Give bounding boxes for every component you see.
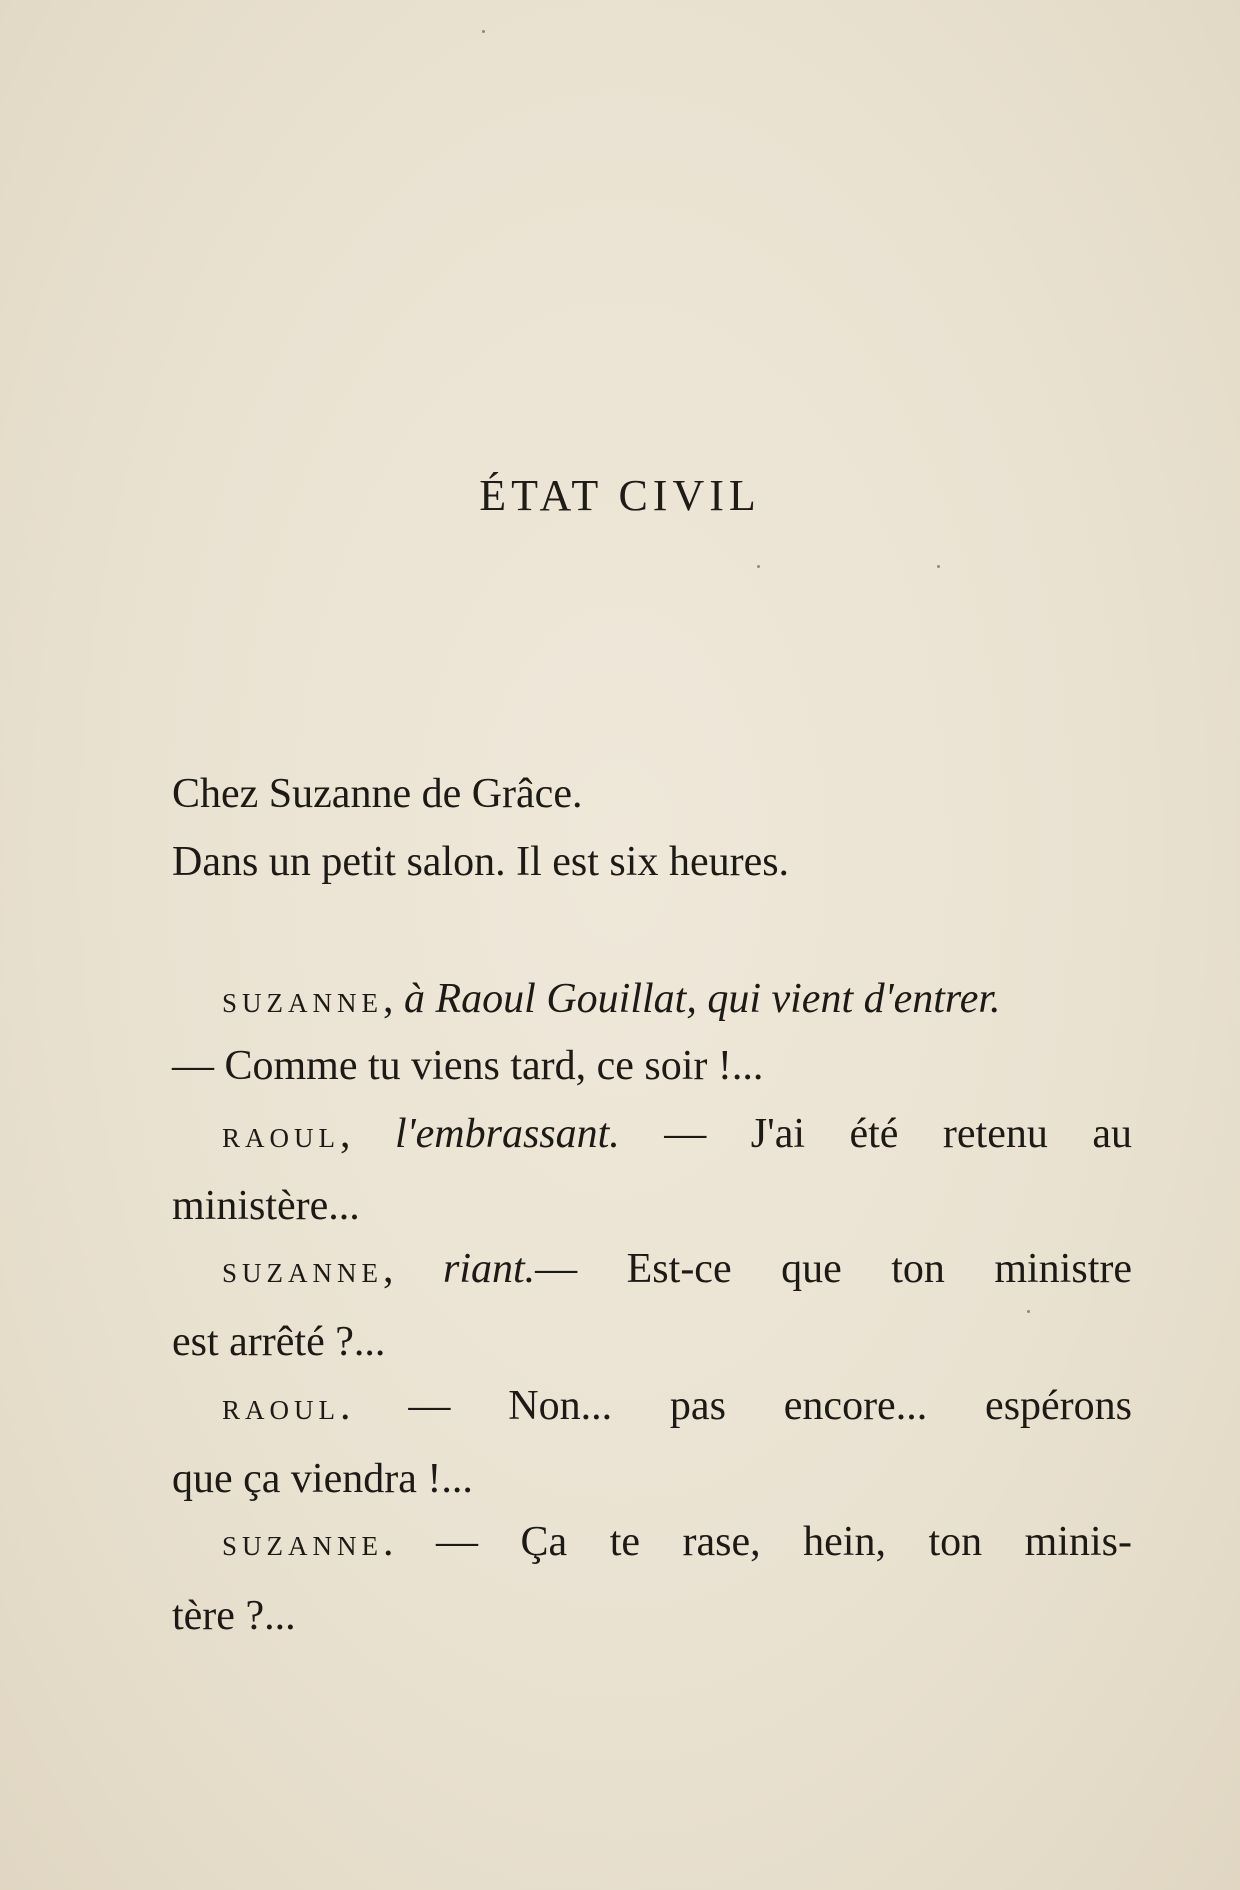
dialogue-line [172,1382,1132,1430]
stage-direction: riant. [442,1246,536,1292]
dialogue-line: est arrêté ?... [172,1319,386,1365]
dialogue-text: — J'ai été retenu au [619,1111,1132,1157]
speaker-separator: , [340,1111,395,1157]
dialogue-line: tère ?... [172,1593,296,1639]
dialogue-line [172,1245,1132,1293]
setting-line: Dans un petit salon. Il est six heures. [172,839,790,885]
speaker-name: RAOUL [222,1395,340,1425]
speaker-name: RAOUL [222,1123,340,1153]
paper-speck [937,565,940,568]
stage-direction: l'embrassant. [394,1111,620,1157]
speaker-separator: . [383,1519,437,1565]
dialogue-text: — Non... pas encore... espérons [408,1383,1133,1429]
paper-speck [757,565,760,568]
paper-speck [1027,1310,1030,1313]
paper-speck [482,30,485,33]
speaker-name: SUZANNE [222,1531,383,1561]
dialogue-text: — Ça te rase, hein, ton minis- [436,1519,1132,1565]
speaker-separator: , [383,1246,443,1292]
dialogue-line: que ça viendra !... [172,1456,473,1502]
speaker-name: SUZANNE [222,988,383,1018]
stage-direction: à Raoul Gouillat, qui vient d'entrer. [404,976,1001,1022]
dialogue-line [172,1110,1132,1158]
dialogue-line [172,1518,1132,1566]
speaker-name: SUZANNE [222,1258,383,1288]
dialogue-line [172,975,1132,1023]
dialogue-line: — Comme tu viens tard, ce soir !... [172,1043,764,1089]
speaker-separator: , [383,976,404,1022]
dialogue-text: — Est-ce que ton ministre [535,1246,1132,1292]
speaker-separator: . [340,1383,409,1429]
dialogue-line: ministère... [172,1183,360,1229]
setting-line: Chez Suzanne de Grâce. [172,771,583,817]
page-title: ÉTAT CIVIL [479,471,761,520]
